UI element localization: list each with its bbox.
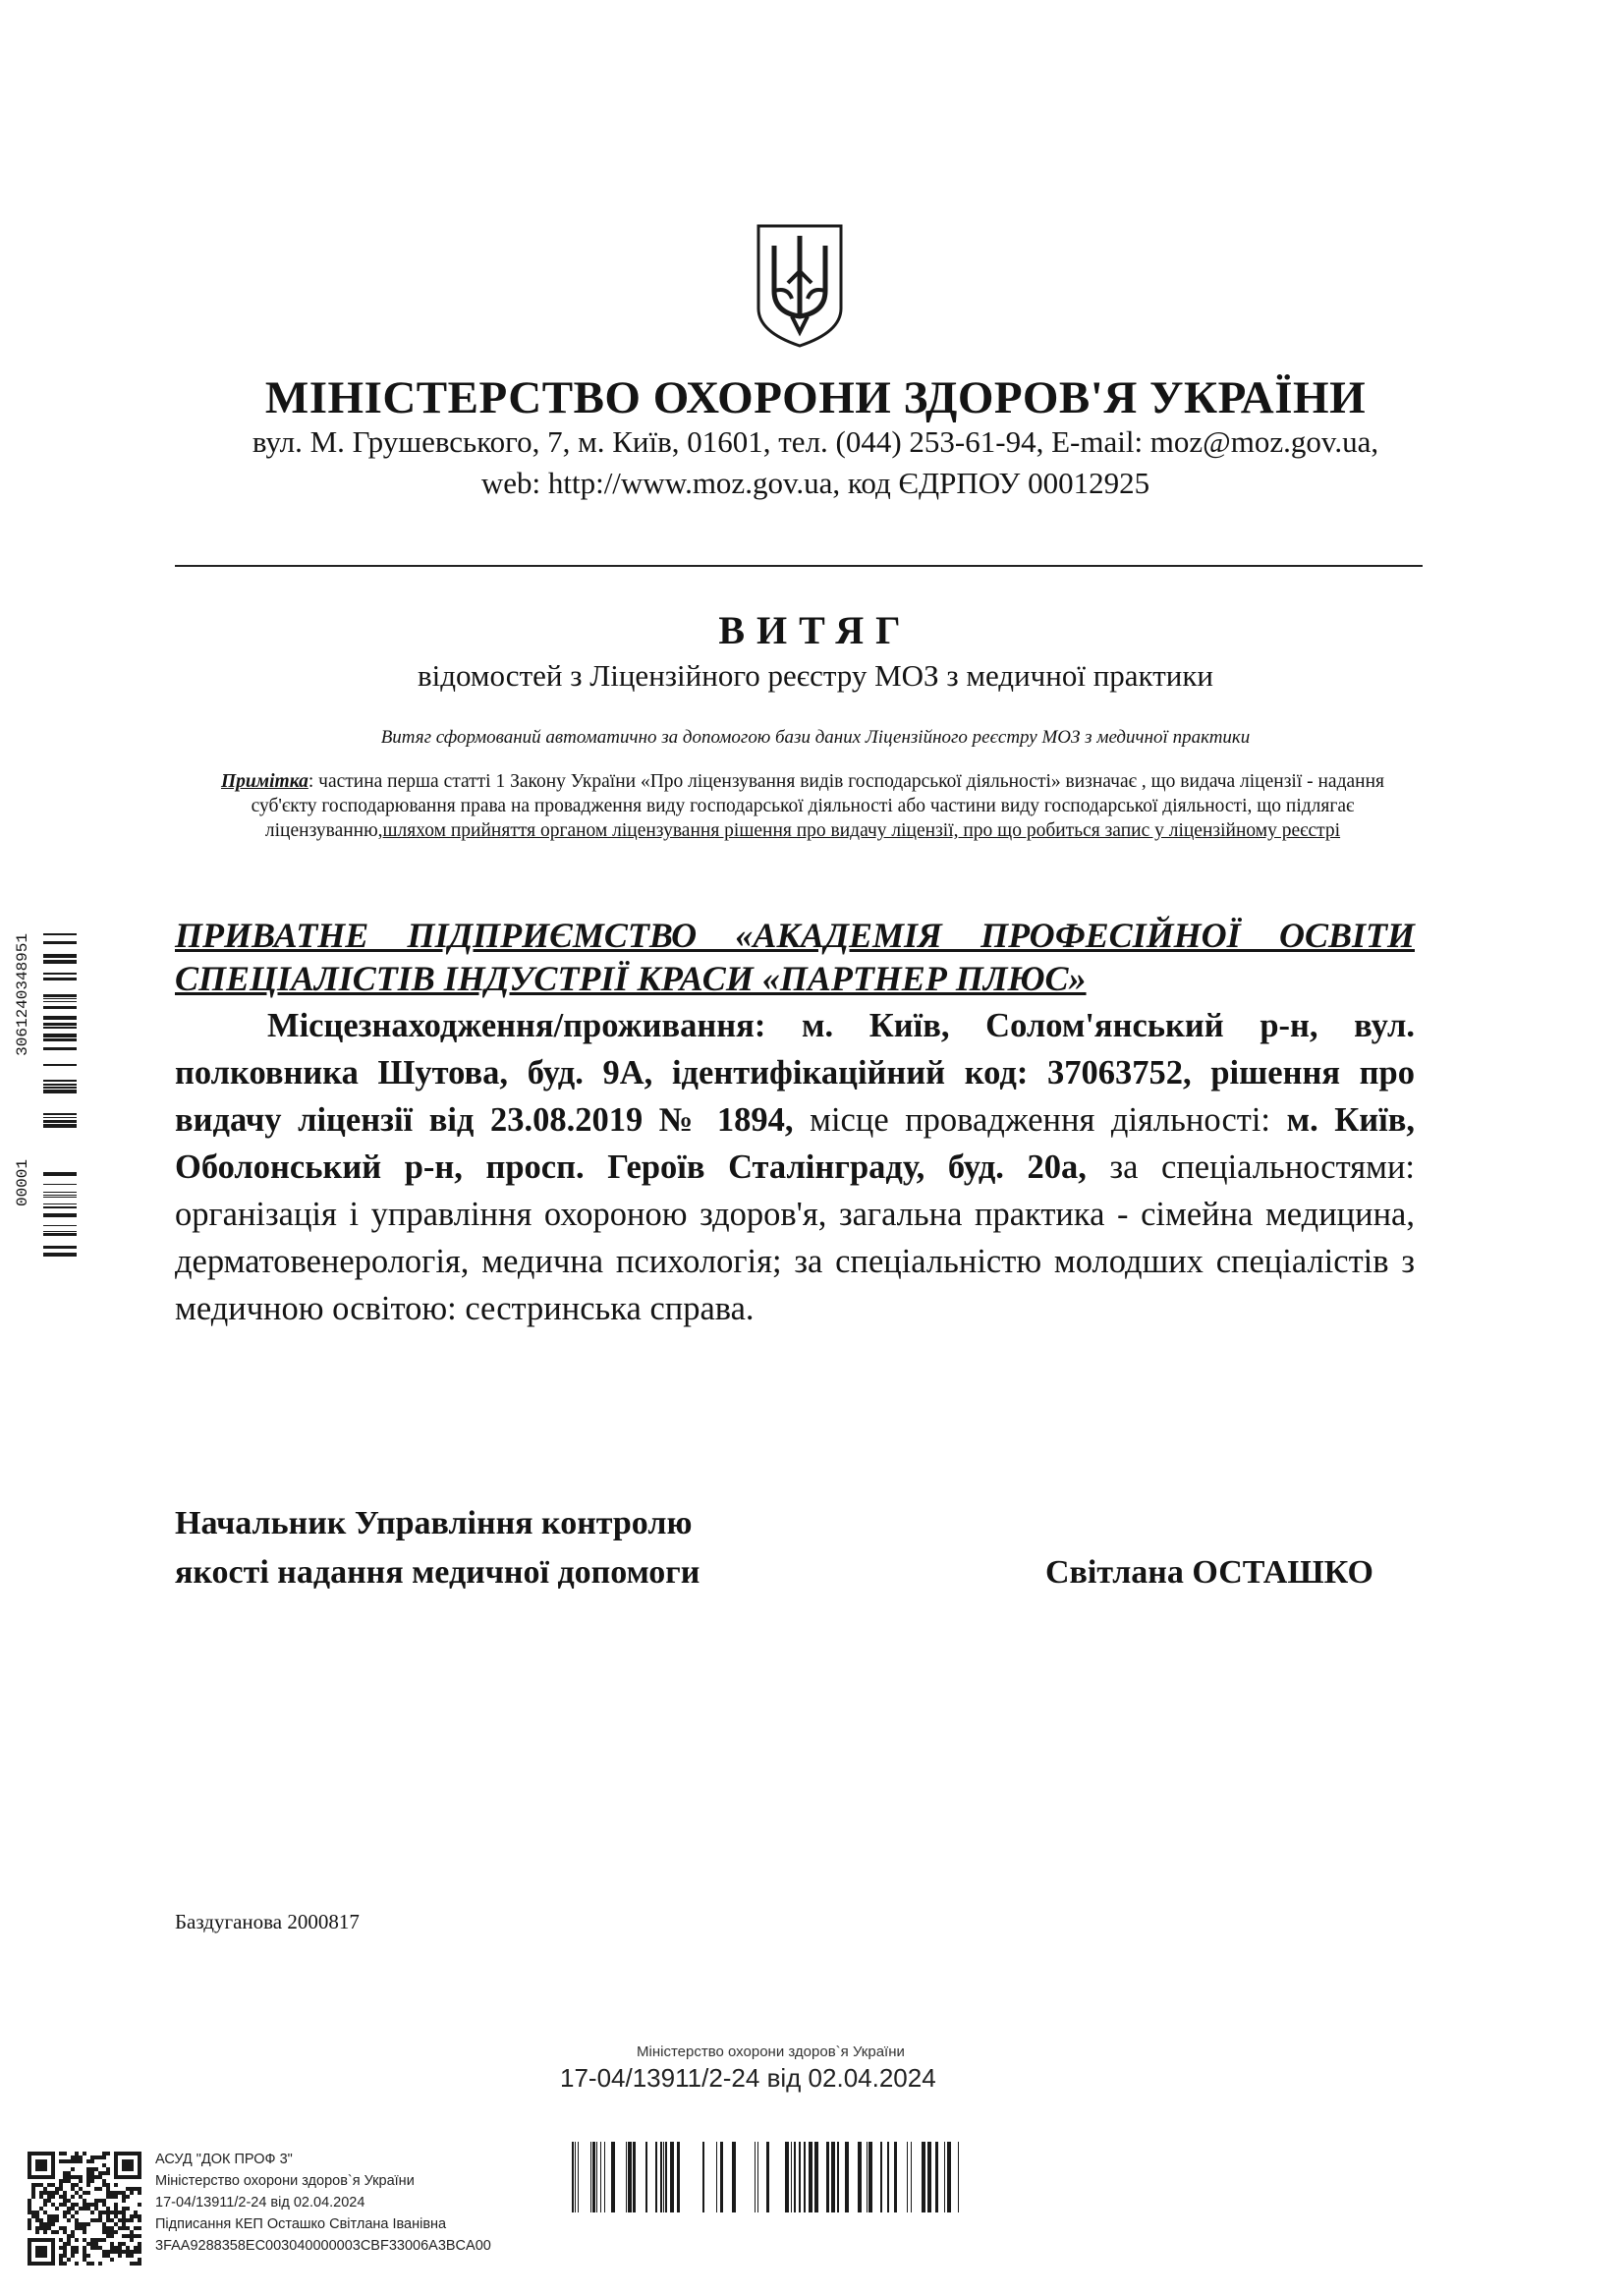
side-barcode-number: 3061240348951 (14, 933, 31, 1056)
signer-position-line-1: Начальник Управління контролю (175, 1505, 693, 1541)
stamp-system: АСУД "ДОК ПРОФ 3" (155, 2152, 293, 2167)
ministry-title: МІНІСТЕРСТВО ОХОРОНИ ЗДОРОВ'Я УКРАЇНИ (264, 372, 1367, 423)
qr-code-icon (28, 2152, 141, 2266)
note-text-underlined: шляхом прийняття органом ліцензування рішення про видачу ліцензії, про що робиться запис у ліцензійному реєстрі (382, 820, 1341, 841)
side-barcode-icon (43, 933, 77, 1258)
place-address: м. Київ, Оболонський р-н, просп. Героїв Сталінграду, буд. 20а, (175, 1101, 1416, 1186)
auto-generated-note: Витяг сформований автоматично за допомогою бази даних Ліцензійного реєстру МОЗ з медичної практики (380, 727, 1251, 748)
stamp-ministry: Міністерство охорони здоров`я України (155, 2173, 415, 2189)
registration-caption: Міністерство охорони здоров`я України (637, 2043, 905, 2060)
coat-of-arms-icon (753, 222, 847, 350)
specialties: за спеціальностями: організація і управління охороною здоров'я, загальна практика - сімейна медицина, дерматовенерологія, медична психологія; за спеціальністю молодших спеціалістів з медичною освітою: сестринська справа. (175, 1148, 1415, 1327)
license-details (175, 1002, 1415, 1332)
registration-barcode-icon (572, 2142, 959, 2212)
stamp-signature: Підписання КЕП Осташко Світлана Іванівна (155, 2216, 447, 2232)
signer-name: Світлана ОСТАШКО (1045, 1554, 1373, 1591)
registration-number: 17-04/13911/2-24 від 02.04.2024 (560, 2063, 936, 2093)
place-label: місце провадження діяльності: (793, 1101, 1287, 1139)
organization-name-line-2: СПЕЦІАЛІСТІВ ІНДУСТРІЇ КРАСИ «ПАРТНЕР ПЛЮС» (175, 959, 1087, 998)
ministry-web-and-code: web: http://www.moz.gov.ua, код ЄДРПОУ 00012925 (480, 466, 1150, 500)
header-divider (175, 565, 1423, 567)
signer-position-line-2: якості надання медичної допомоги (175, 1554, 700, 1591)
note-label: Примітка (220, 771, 308, 792)
side-barcode-suffix: 00001 (14, 1159, 31, 1207)
organization-name-line-1: ПРИВАТНЕ ПІДПРИЄМСТВО «АКАДЕМІЯ ПРОФЕСІЙНОЇ ОСВІТИ (175, 916, 1415, 955)
legal-note (189, 769, 1417, 843)
executor: Баздуганова 2000817 (175, 1910, 360, 1933)
document-title: ВИТЯГ (718, 608, 913, 652)
document-subtitle: відомостей з Ліцензійного реєстру МОЗ з медичної практики (417, 658, 1213, 693)
stamp-number: 17-04/13911/2-24 від 02.04.2024 (155, 2195, 365, 2211)
ministry-address: вул. М. Грушевського, 7, м. Київ, 01601, тел. (044) 253-61-94, E-mail: moz@moz.gov.ua, (252, 424, 1379, 459)
stamp-key-id: 3FAA9288358EC003040000003CBF33006A3BCA00 (155, 2238, 491, 2254)
location-and-license: Місцезнаходження/проживання: м. Київ, Солом'янський р-н, вул. полковника Шутова, буд. 9А, ідентифікаційний код: 37063752, рішення про видачу ліцензії від 23.08.2019 № 1894, (175, 1007, 1415, 1139)
note-text: : частина перша статті 1 Закону України «Про ліцензування видів господарської діяльності» визначає , що видача ліцензії - надання суб'єкту господарювання права на провадження виду господарської діяльності або частини виду господарської діяльності, що підлягає ліцензуванню, (251, 771, 1384, 841)
